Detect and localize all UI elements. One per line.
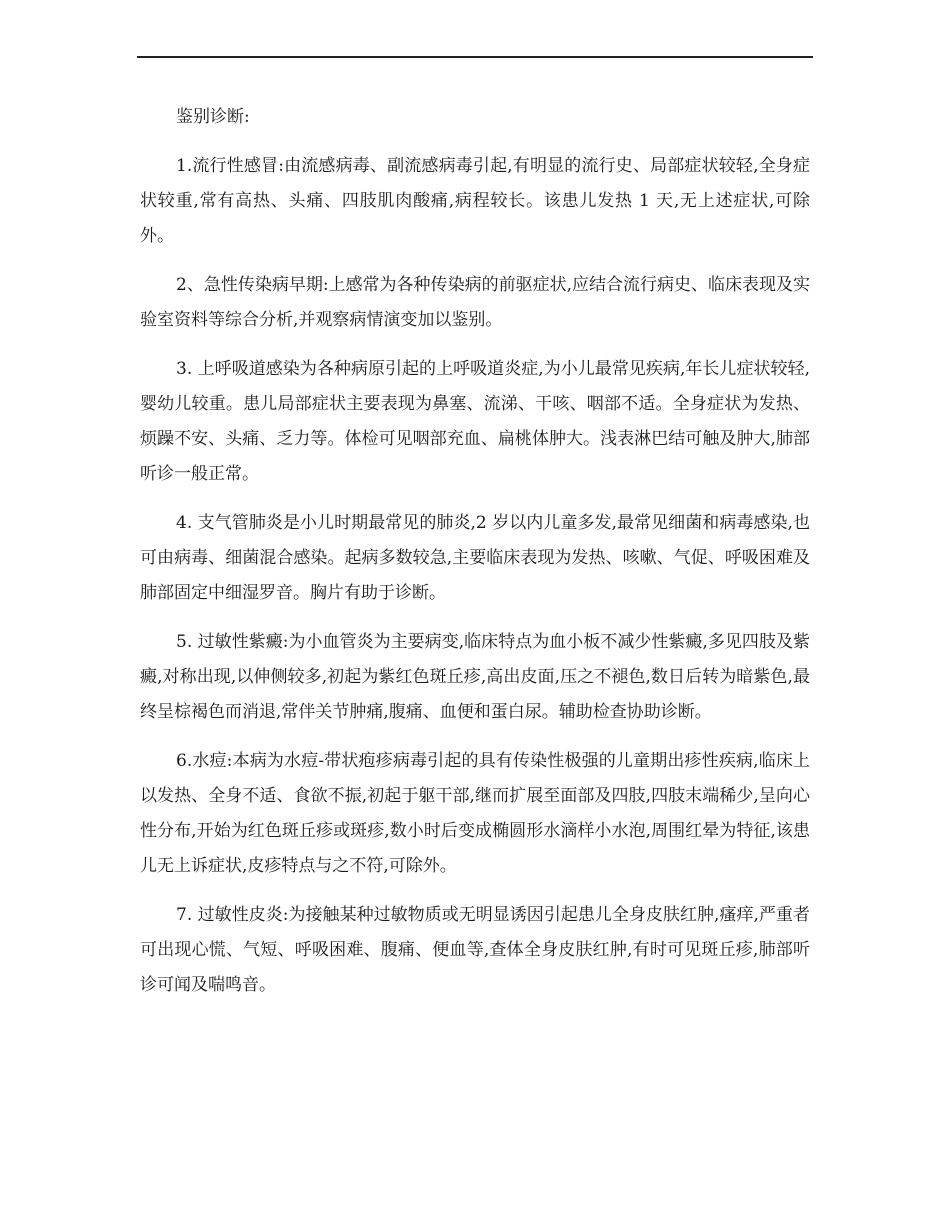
header-rule <box>137 56 813 58</box>
paragraph-allergic-dermatitis: 7. 过敏性皮炎:为接触某种过敏物质或无明显诱因引起患儿全身皮肤红肿,瘙痒,严重者可出现心慌、气短、呼吸困难、腹痛、便血等,查体全身皮肤红肿,有时可见斑丘疹,肺部听诊可闻及喘鸣音。 <box>140 905 810 995</box>
paragraph-bronchopneumonia: 4. 支气管肺炎是小儿时期最常见的肺炎,2 岁以内儿童多发,最常见细菌和病毒感染,也可由病毒、细菌混合感染。起病多数较急,主要临床表现为发热、咳嗽、气促、呼吸困难及肺部固定中细湿罗音。胸片有助于诊断。 <box>140 513 810 603</box>
paragraph-influenza: 1.流行性感冒:由流感病毒、副流感病毒引起,有明显的流行史、局部症状较轻,全身症状较重,常有高热、头痛、四肢肌肉酸痛,病程较长。该患儿发热 1 天,无上述症状,可除外。 <box>140 156 810 246</box>
paragraph-acute-infectious-disease: 2、急性传染病早期:上感常为各种传染病的前驱症状,应结合流行病史、临床表现及实验室资料等综合分析,并观察病情演变加以鉴别。 <box>140 275 810 330</box>
paragraph-varicella: 6.水痘:本病为水痘-带状疱疹病毒引起的具有传染性极强的儿童期出疹性疾病,临床上以发热、全身不适、食欲不振,初起于躯干部,继而扩展至面部及四肢,四肢末端稀少,呈向心性分布,开始为红色斑丘疹或斑疹,数小时后变成椭圆形水滴样小水泡,周围红晕为特征,该患儿无上诉症状,皮疹特点与之不符,可除外。 <box>140 751 810 876</box>
document-body <box>140 100 810 1017</box>
paragraph-upper-respiratory-infection: 3. 上呼吸道感染为各种病原引起的上呼吸道炎症,为小儿最常见疾病,年长儿症状较轻,婴幼儿较重。患儿局部症状主要表现为鼻塞、流涕、干咳、咽部不适。全身症状为发热、烦躁不安、头痛、乏力等。体检可见咽部充血、扁桃体肿大。浅表淋巴结可触及肿大,肺部听诊一般正常。 <box>140 359 810 484</box>
section-heading: 鉴别诊断: <box>176 107 250 127</box>
paragraph-allergic-purpura: 5. 过敏性紫癜:为小血管炎为主要病变,临床特点为血小板不减少性紫癜,多见四肢及紫癜,对称出现,以伸侧较多,初起为紫红色斑丘疹,高出皮面,压之不褪色,数日后转为暗紫色,最终呈棕褐色而消退,常伴关节肿痛,腹痛、血便和蛋白尿。辅助检查协助诊断。 <box>140 632 810 722</box>
